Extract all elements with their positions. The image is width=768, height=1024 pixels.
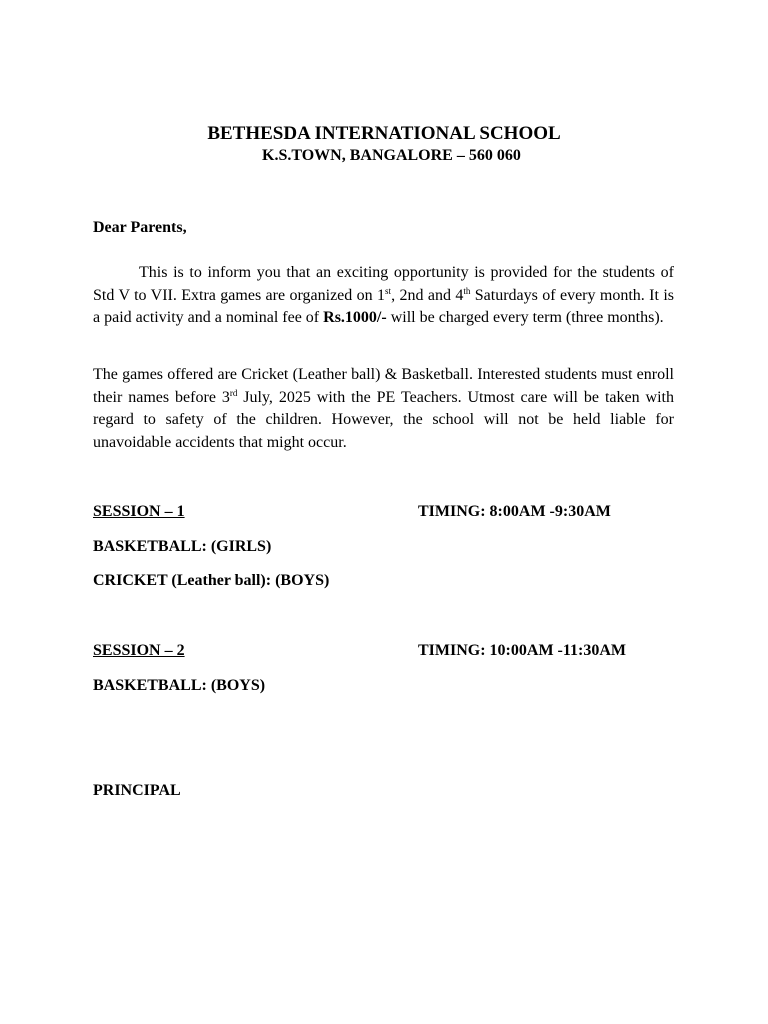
paragraph-intro-text-1: This is to inform you that an exciting opportunity is provided for the students of Std V to VII. Extra games are organized on 1 <box>93 264 674 304</box>
paragraph-intro-text-4: will be charged every term (three months). <box>386 309 664 327</box>
session-2-title: SESSION – 2 <box>93 642 185 659</box>
school-name: BETHESDA INTERNATIONAL SCHOOL <box>207 123 561 144</box>
session-1-timing: TIMING: 8:00AM -9:30AM <box>418 503 611 520</box>
paragraph-games-text-1: The games offered are Cricket (Leather ball) & Basketball. Interested students must enroll their names before 3 <box>93 366 674 406</box>
superscript-rd: rd <box>229 387 238 398</box>
school-address: K.S.TOWN, BANGALORE – 560 060 <box>262 147 521 164</box>
salutation: Dear Parents, <box>93 219 187 236</box>
session-2-timing: TIMING: 10:00AM -11:30AM <box>418 642 626 659</box>
paragraph-intro <box>93 262 674 330</box>
principal-signature: PRINCIPAL <box>93 782 181 799</box>
superscript-st: st <box>385 285 392 296</box>
paragraph-intro-text-3: Saturdays of every month. It is a paid activity and a nominal fee of <box>93 286 674 327</box>
session-1-game-1: BASKETBALL: (GIRLS) <box>93 538 272 555</box>
paragraph-games <box>93 364 674 454</box>
session-1-game-2: CRICKET (Leather ball): (BOYS) <box>93 572 330 589</box>
session-2-game-1: BASKETBALL: (BOYS) <box>93 677 266 694</box>
paragraph-games-text-2: July, 2025 with the PE Teachers. Utmost care will be taken with regard to safety of the children. However, the school will not be held liable for unavoidable accidents that might occur. <box>93 388 674 451</box>
superscript-th: th <box>463 285 471 296</box>
paragraph-intro-text-2: , 2nd and 4 <box>391 286 464 304</box>
session-1-title: SESSION – 1 <box>93 503 185 520</box>
fee-amount: Rs.1000/- <box>323 309 387 327</box>
